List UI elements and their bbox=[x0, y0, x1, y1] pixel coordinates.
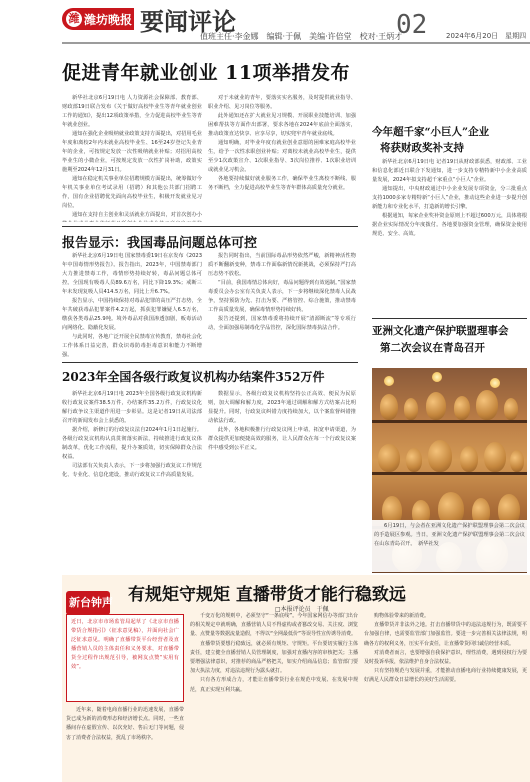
paragraph: 千变万化的规则中，必须坚守“一条底线”。今年国家网信办等部门出台的相关规定中就明确，直播营销人员不得虚构或者篡改交易、关注度、浏览量、点赞量等数据流量造假，不得以“全网最低价”等误导性宣传诱导消费。 bbox=[190, 613, 358, 638]
paragraph: 只有各方形成合力，才能让直播带货行业在规范中发展、在发展中规范，真正实现互利共赢。 bbox=[190, 677, 358, 693]
heritage-headline-1: 亚洲文化遗产保护联盟理事会 bbox=[372, 325, 509, 337]
little-giant-body bbox=[372, 158, 527, 316]
review-article-col-2 bbox=[208, 390, 356, 570]
review-article-col-1 bbox=[62, 390, 202, 570]
paragraph: 报告同时指出，当前国际毒品形势依然严峻，新精神活性物质不断翻新变种，禁毒工作面临新情况新挑战，必须保持严打高压态势不放松。 bbox=[208, 253, 356, 277]
paragraph: 报告还提到，国家禁毒委将持续开展“清源断流”等专项行动，全面加强易制毒化学品管控，深化国际禁毒执法合作。 bbox=[208, 316, 356, 331]
issue-date: 2024年6月20日 星期四 bbox=[446, 32, 527, 40]
paragraph: 新华社北京6月19日电 国家禁毒委19日在京发布《2023年中国毒情形势报告》。报告指出，2023年，中国禁毒部门大力推进禁毒工作，毒情形势持续好转，毒品问题总体可控。全国现有吸毒人员89.6万名，同比下降19.3%；戒断三年未发现复吸人员414.5万名，同比上升6.7%。 bbox=[62, 253, 202, 295]
paragraph: 通知明确，对毕业年度有就业创业意愿的困难家庭高校毕业生，给予一次性求职创业补贴；对离校未就业高校毕业生，提供至少1次政策宣介、1次职业指导、3次岗位推荐、1次职业培训或就业见习机会。 bbox=[208, 140, 356, 173]
paragraph: 对于未就业的青年，要落实实名服务，及时提供就业指导、职业介绍、见习岗位等服务。 bbox=[208, 95, 356, 110]
brand-badge bbox=[62, 8, 134, 30]
paragraph: 通知在强化企业吸纳就业政策支持方面提出，对招用毛业年度和离校2年内未就业高校毕业生、16至24岁登记失业青年的企业，可按规定发放一次性吸纳就业补贴；对招用高校毕业生的小微企业，可按规定发放一次性扩岗补助，政策实施期至2024年12月31日。 bbox=[62, 131, 202, 173]
masthead-divider bbox=[62, 42, 530, 44]
drug-article-col-2 bbox=[208, 252, 356, 360]
paragraph: 新华社北京6月19日电 2023年全国各级行政复议机构新收行政复议案件38.5万件，办结案件35.2万件，行政复议化解行政争议主渠道作用进一步彰显。这是记者19日从司法部召开的新闻发布会上获悉的。 bbox=[62, 391, 202, 424]
paragraph: 据介绍，新修订的行政复议法自2024年1月1日起施行。各级行政复议机构认真贯彻落实新法，持续推进行政复议体制改革，优化工作流程，提升办案质效，切实保障群众合法权益。 bbox=[62, 427, 202, 460]
brand-name: 潍坊晚报 bbox=[84, 13, 133, 27]
section-divider bbox=[62, 362, 358, 363]
paragraph: 通知在稳定机关事业单位招聘规模方面提出，统筹做好今年机关事业单位考试录用（招聘）和其他公共部门招聘工作，国有企业招聘优先面向高校毕业生，积极开发就业见习岗位。 bbox=[62, 176, 202, 209]
brand-logo-icon: 潍 bbox=[66, 11, 82, 27]
section-divider bbox=[62, 226, 358, 227]
paragraph: “目前，我国毒情总体向好，毒品问题得到有效遏制。”国家禁毒委员会办公室有关负责人表示，下一步将继续深化禁毒人民战争，坚持预防为先、打击为要、严格管控、综合施策，推动禁毒工作高质量发展，确保毒情形势持续好转。 bbox=[208, 280, 356, 313]
masthead bbox=[0, 0, 530, 44]
little-giant-headline-1: 今年超千家“小巨人”企业 bbox=[372, 126, 490, 138]
paragraph: 只有坚持规范与发展并重，才能推动直播电商行业持续健康发展，更好满足人民群众日益增长的美好生活需要。 bbox=[364, 668, 527, 684]
column-logo bbox=[66, 587, 113, 617]
paragraph: 报告显示，中国持续保持对毒品犯罪的高压严打态势，全年共破获毒品犯罪案件4.2万起，抓获犯罪嫌疑人6.5万名，缴获各类毒品25.9吨。境外毒品对我国渗透加剧，贩毒活动向网络化、隐蔽化发展。 bbox=[62, 298, 202, 331]
section-title: 要闻评论 bbox=[140, 7, 236, 36]
heritage-caption bbox=[372, 520, 527, 572]
section-divider bbox=[372, 318, 527, 319]
paragraph: 数据显示，各级行政复议机构坚持公正高效、便民为民原则，加大调解和解力度，2023年通过调解和解方式结案占比明显提升。同时，行政复议纠错力度持续加大，以个案监督纠错推动依法行政。 bbox=[208, 391, 356, 424]
review-headline: 2023年全国各级行政复议机构办结案件352万件 bbox=[62, 370, 325, 384]
paragraph: 直播带货并非法外之地。打击直播带货中的违法违规行为，既需要平台加强自律，也需要监管部门加强监管。要进一步完善相关法律法规，明确各方的权利义务，压实平台责任，让直播带货回归诚信经营本质。 bbox=[364, 622, 527, 647]
commentary-col-mid bbox=[190, 612, 358, 780]
commentary-byline: □本报评论员 于佩 bbox=[275, 606, 329, 613]
heritage-headline-2: 第二次会议在青岛召开 bbox=[380, 342, 485, 354]
column-name: 新台钟声 bbox=[69, 596, 113, 609]
paragraph: 近年来，随着电商直播行业的迅速发展，直播带货已成为新的消费形态和经济增长点。同时，一些直播间存在虚假宣传、以次充好、售后无门等问题，侵害了消费者合法权益，扰乱了市场秩序。 bbox=[66, 707, 184, 741]
drug-report-headline: 报告显示：我国毒品问题总体可控 bbox=[62, 236, 258, 251]
paragraph: 司法部有关负责人表示，下一步将加强行政复议工作规范化、专业化、信息化建设，推动行政复议工作高质量发展。 bbox=[62, 463, 202, 478]
paragraph: 通知在支持自主创业和灵活就业方面提出，对首次创办小 bbox=[72, 212, 202, 218]
paragraph: 此外通知还在扩大就业见习规模、开展职业技能培训、加强困难帮扶等方面作出部署，要求各地在2024年底前全面落实，推动政策直达快享、应享尽享，切实兜牢青年就业底线。 bbox=[208, 113, 356, 137]
main-article-col-1 bbox=[62, 94, 202, 222]
main-article-col-2 bbox=[208, 94, 356, 222]
paragraph: 新华社北京6月19日电 人力资源社会保障部、教育部、财政部19日联合发布《关于做好高校毕业生等青年就业创业工作的通知》，提出12项政策举措，全力促进高校毕业生等青年就业创业。 bbox=[62, 95, 202, 128]
paragraph: 对消费者而言，也要增强自我保护意识，理性消费，遇到侵权行为要及时投诉举报，依法维护自身合法权益。 bbox=[364, 649, 527, 666]
paragraph: 直播带货要想行稳致远，就必须有规矩、守规矩。平台要切实履行主体责任，建立健全直播营销人员管理制度，加强对直播内容的审核把关；主播要增强法律意识，对推荐的商品严格把关，如实介绍商品信息；监管部门要加大执法力度，对违法违规行为露头就打。 bbox=[190, 640, 358, 675]
paragraph: 根据通知，每家企业奖补资金原则上不超过600万元，具体将根据企业实际情况分年度拨付。各地要加强资金管理，确保资金使用规范、安全、高效。 bbox=[372, 213, 527, 237]
commentary-col-right bbox=[364, 612, 527, 780]
little-giant-headline-2: 将获财政奖补支持 bbox=[380, 142, 464, 154]
paragraph: 各地要持续做好就业服务工作，确保毕业生离校不断线、服务不断档，全力促进高校毕业生等青年群体高质量充分就业。 bbox=[208, 176, 356, 191]
commentary-intro: 近日，北京市市场监管局起草了《北京市直播带货合规指引》（征求意见稿），并面向社会广泛征求意见。明确了直播带货平台经营者及直播营销人员的主体责任和义务要求，对直播带货全过程作出规范引导，被网友点赞“实用有效”。 bbox=[66, 614, 184, 702]
drug-article-col-1 bbox=[62, 252, 202, 360]
commentary-headline: 有规矩守规矩 直播带货才能行稳致远 bbox=[128, 585, 406, 605]
paragraph: 新华社北京6月19日电 记者19日从财政部获悉，财政部、工业和信息化部近日联合下发通知，进一步支持专精特新中小企业高质量发展，2024年拟支持超千家重点“小巨人”企业。 bbox=[372, 159, 527, 183]
paragraph: 通知提出，中央财政通过中小企业发展专项资金，分三批重点支持1000多家专精特新“小巨人”企业，推动这些企业进一步提升创新能力和专业化水平，打造新的增长引擎。 bbox=[372, 186, 527, 210]
photo-caption: 6月19日，与会者在亚洲文化遗产保护联盟理事会第二次会议的手造展区参观。当日，亚洲文化遗产保护联盟理事会第二次会议在山东青岛召开。 新华社发 bbox=[374, 523, 525, 547]
editor-credits: 值班主任·李金娜 编辑·于佩 美编·许倍堂 校对·王炳才 bbox=[200, 32, 403, 41]
paragraph: 此外，各地积极推行行政复议网上申请，拓宽申请渠道，为群众提供更加便捷高效的服务，让人民群众在每一个行政复议案件中感受到公平正义。 bbox=[208, 427, 356, 451]
paragraph: 购物体验带来的新消费。 bbox=[374, 613, 430, 619]
commentary-col-left bbox=[66, 706, 184, 780]
main-headline: 促进青年就业创业 11项举措发布 bbox=[62, 62, 351, 84]
paragraph: 与此同时，各地广泛开展全民禁毒宣传教育，禁毒社会化工作体系日益完善，群众识毒防毒拒毒意识和能力不断增强。 bbox=[62, 334, 202, 358]
page-number: 02 bbox=[396, 10, 428, 40]
